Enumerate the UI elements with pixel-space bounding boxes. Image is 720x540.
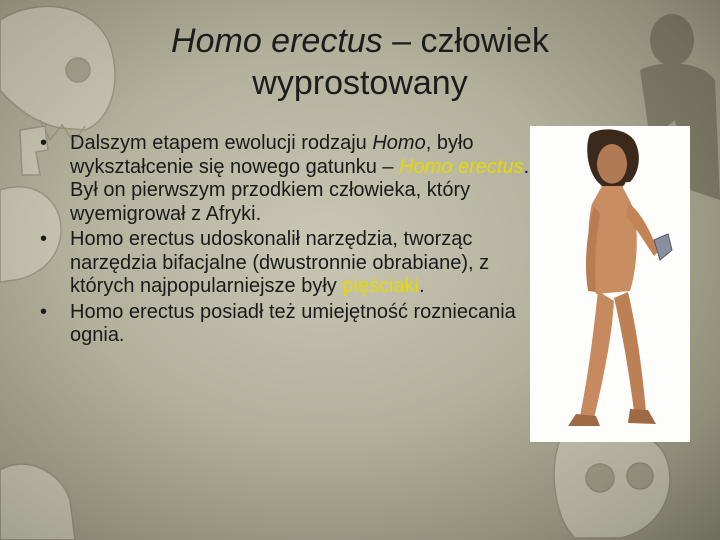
bullet-text-highlight: pięściaki: [342, 275, 420, 297]
bullet-marker: •: [40, 132, 48, 154]
homo-erectus-figure-icon: [530, 126, 690, 442]
slide-title: [110, 20, 610, 104]
homo-erectus-photo: [530, 126, 690, 442]
bullet-marker: •: [40, 300, 48, 323]
bullet-marker: •: [40, 228, 48, 250]
bullet-text: .: [419, 275, 425, 297]
title-italic-part: Homo erectus: [171, 22, 383, 60]
bullet-item: [40, 132, 535, 226]
bullet-list: [40, 132, 535, 350]
bullet-text: Homo erectus posiadł też umiejętność rozniecania ognia.: [70, 300, 516, 346]
bullet-text: . Był on pierwszym przodkiem człowieka, który wyemigrował z Afryki.: [70, 155, 530, 225]
bullet-item: [40, 228, 535, 299]
bullet-text-highlight: Homo erectus: [399, 155, 524, 178]
bullet-text: Homo erectus udoskonalił narzędzia, tworząc narzędzia bifacjalne (dwustronnie obrabiane), z których najpopularniejsze były: [70, 228, 490, 297]
title-rest-part: – człowiek wyprostowany: [252, 22, 549, 102]
bullet-text: , było wykształcenie się nowego gatunku –: [70, 132, 474, 178]
bullet-item: [40, 301, 535, 348]
bullet-text-italic: Homo: [372, 132, 426, 154]
bullet-text: Dalszym etapem ewolucji rodzaju: [70, 132, 373, 154]
